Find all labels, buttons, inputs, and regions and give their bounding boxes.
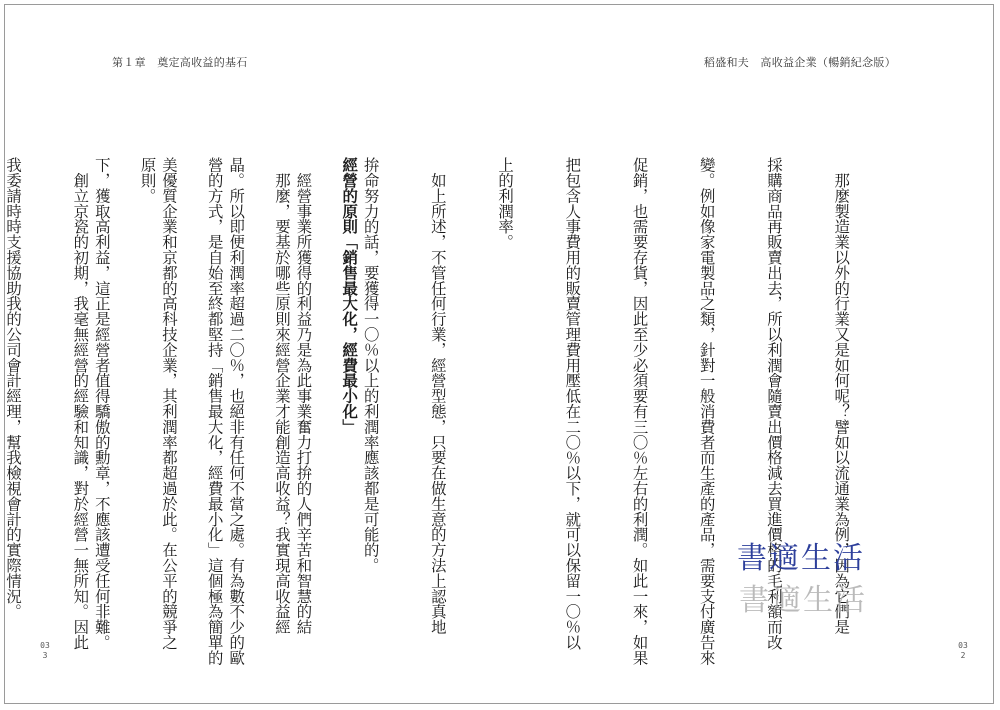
paragraph-line: 上的利潤率。 [496,157,515,250]
book-spread [4,4,994,704]
paragraph-line: 經營事業所獲得的利益乃是為此事業奮力打拚的人們辛苦和智慧的結 [294,157,313,635]
page-number-left: 033 [40,641,50,660]
paragraph-line: 我委請時時支援協助我的公司會計經理，幫我檢視會計的實際情況。 [4,157,23,619]
section-heading: 經營的原則「銷售最大化，經費最小化」 [340,157,359,435]
paragraph-line: 促銷，也需要存貨，因此至少必須要有三〇％左右的利潤。如此一來，如果 [630,157,649,666]
paragraph-line: 如上所述，不管任何行業，經營型態，只要在做生意的方法上認真地 [428,157,447,635]
paragraph-line: 採購商品再販賣出去，所以利潤會隨賣出價格減去買進價格的毛利額而改 [764,157,783,650]
paragraph-line: 創立京瓷的初期，我毫無經營的經驗和知識，對於經營一無所知。因此 [71,157,90,650]
paragraph-line: 下，獲取高利益，這正是經營者值得驕傲的勳章，不應該遭受任何非難。 [92,157,111,650]
chapter-header: 第１章 奠定高收益的基石 [112,56,248,69]
paragraph-line: 變。例如像家電製品之類，針對一般消費者而生產的產品，需要支付廣告來 [697,157,716,666]
page-number-right: 032 [958,641,968,660]
paragraph-line: 拚命努力的話，要獲得一〇％以上的利潤率應該都是可能的。 [361,157,380,573]
paragraph-line: 那麼，要基於哪些原則來經營企業才能創造高收益？我實現高收益經 [272,157,291,635]
paragraph-line: 營的方式，是自始至終都堅持「銷售最大化，經費最小化」這個極為簡單的 [205,157,224,666]
paragraph-line: 晶。所以即便利潤率超過二〇％，也絕非有任何不當之處。有為數不少的歐 [227,157,246,666]
paragraph-line: 把包含人事費用的販賣管理費用壓低在二〇％以下，就可以保留一〇％以 [563,157,582,650]
paragraph-line: 美優質企業和京都的高科技企業，其利潤率都超過於此。在公平的競爭之 [160,157,178,650]
paragraph-line: 原則。 [138,157,157,204]
watermark-text: 書適生活 [737,541,865,576]
watermark-shadow-text: 書適生活 [739,583,867,618]
paragraph-line: 那麼製造業以外的行業又是如何呢？譬如以流通業為例，因為它們是 [832,157,851,635]
book-title-header: 稻盛和夫 高收益企業（暢銷紀念版） [703,56,896,69]
